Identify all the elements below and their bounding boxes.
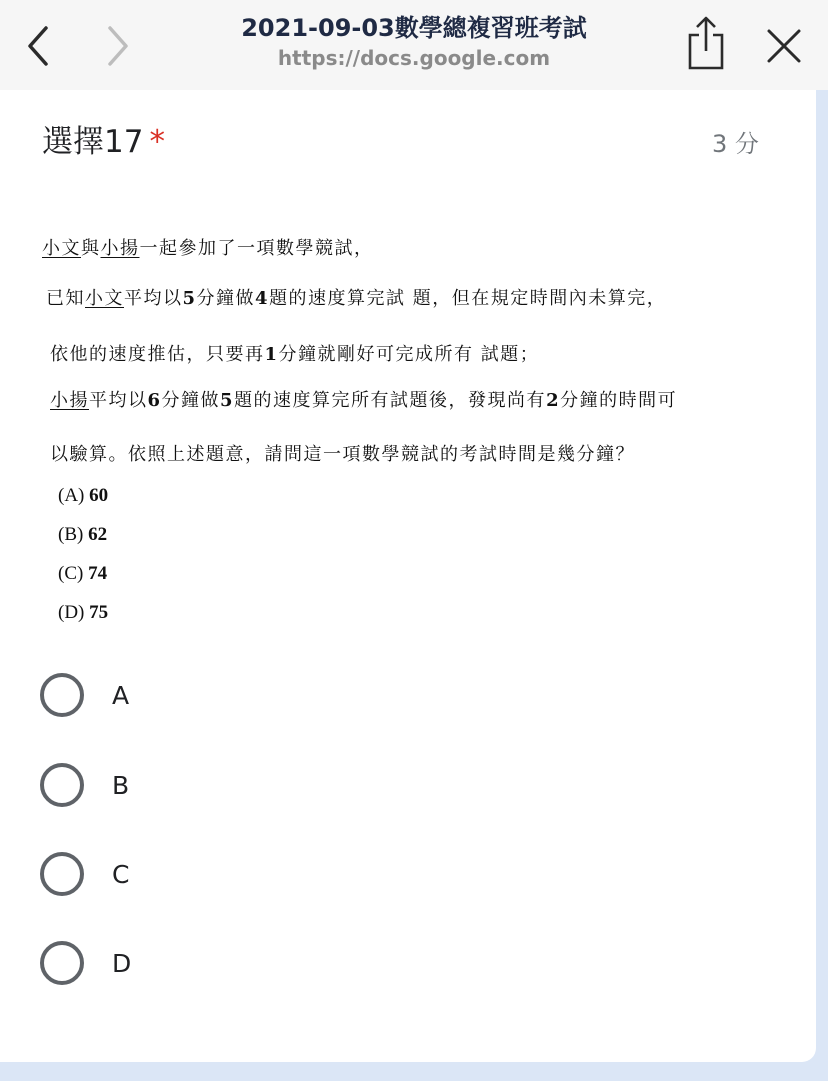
option-c[interactable]: [40, 849, 340, 899]
question-line-3: [50, 340, 539, 366]
choice-key: (B): [58, 524, 84, 545]
name-xiaowen: 小文: [42, 238, 81, 259]
question-title-text: 選擇17: [42, 124, 144, 160]
option-a[interactable]: [40, 670, 340, 720]
text-segment: 題的速度算完試 題，但在規定時間內未算完，: [269, 288, 667, 309]
text-segment: 平均以: [124, 288, 183, 309]
name-xiaoyang: 小揚: [50, 390, 89, 411]
choice-value: 60: [89, 485, 109, 506]
forward-icon: [104, 24, 132, 68]
choice-key: (C): [58, 563, 84, 584]
page-title: 2021-09-03數學總複習班考試: [241, 14, 587, 42]
name-xiaoyang: 小揚: [100, 238, 140, 259]
choice-value: 62: [88, 524, 108, 545]
question-points: 3 分: [712, 130, 759, 158]
text-segment: 已知: [46, 288, 85, 309]
question-line-2: [46, 284, 666, 310]
option-label: B: [112, 770, 130, 800]
option-label: C: [112, 859, 130, 889]
text-segment: 依他的速度推估，只要再: [50, 344, 265, 365]
radio-button[interactable]: [40, 673, 84, 717]
question-line-5: 以驗算。依照上述題意，請問這一項數學競試的考試時間是幾分鐘？: [50, 444, 635, 465]
close-icon: [766, 28, 802, 64]
choice-b: [58, 524, 107, 546]
choice-a: [58, 485, 108, 507]
question-line-1: [42, 234, 374, 260]
close-button[interactable]: [764, 22, 804, 70]
number: 4: [255, 288, 270, 309]
question-title: [42, 116, 165, 161]
text-segment: 題的速度算完所有試題後，發現尚有: [234, 390, 547, 411]
choice-key: (D): [58, 602, 85, 623]
page-url: https://docs.google.com: [277, 46, 551, 70]
text-segment: 一起參加了一項數學競試，: [139, 238, 374, 259]
question-image: [0, 220, 816, 630]
option-label: D: [112, 948, 132, 978]
text-segment: 分鐘的時間可: [560, 390, 678, 411]
choice-d: [58, 602, 108, 624]
text-segment: 與: [81, 238, 101, 259]
option-b[interactable]: [40, 760, 340, 810]
choice-value: 75: [89, 602, 109, 623]
name-xiaowen: 小文: [85, 288, 124, 309]
option-label: A: [112, 680, 130, 710]
required-mark: *: [149, 124, 165, 160]
choice-c: [58, 563, 107, 585]
text-segment: 分鐘做: [196, 288, 256, 309]
number: 5: [220, 390, 235, 411]
question-line-4: [50, 386, 677, 412]
title-block: [160, 12, 668, 72]
number: 6: [147, 390, 162, 411]
radio-button[interactable]: [40, 852, 84, 896]
radio-button[interactable]: [40, 763, 84, 807]
share-icon: [686, 15, 726, 71]
back-button[interactable]: [18, 22, 58, 70]
number: 5: [182, 288, 197, 309]
number: 1: [264, 344, 279, 365]
forward-button[interactable]: [98, 22, 138, 70]
share-button[interactable]: [684, 14, 728, 72]
back-icon: [24, 24, 52, 68]
browser-toolbar: [0, 0, 828, 90]
text-segment: 分鐘做: [161, 390, 221, 411]
choice-key: (A): [58, 485, 85, 506]
choice-value: 74: [88, 563, 108, 584]
option-d[interactable]: [40, 938, 340, 988]
text-segment: 平均以: [89, 390, 148, 411]
number: 2: [546, 390, 561, 411]
radio-button[interactable]: [40, 941, 84, 985]
text-segment: 分鐘就剛好可完成所有 試題；: [278, 344, 540, 365]
